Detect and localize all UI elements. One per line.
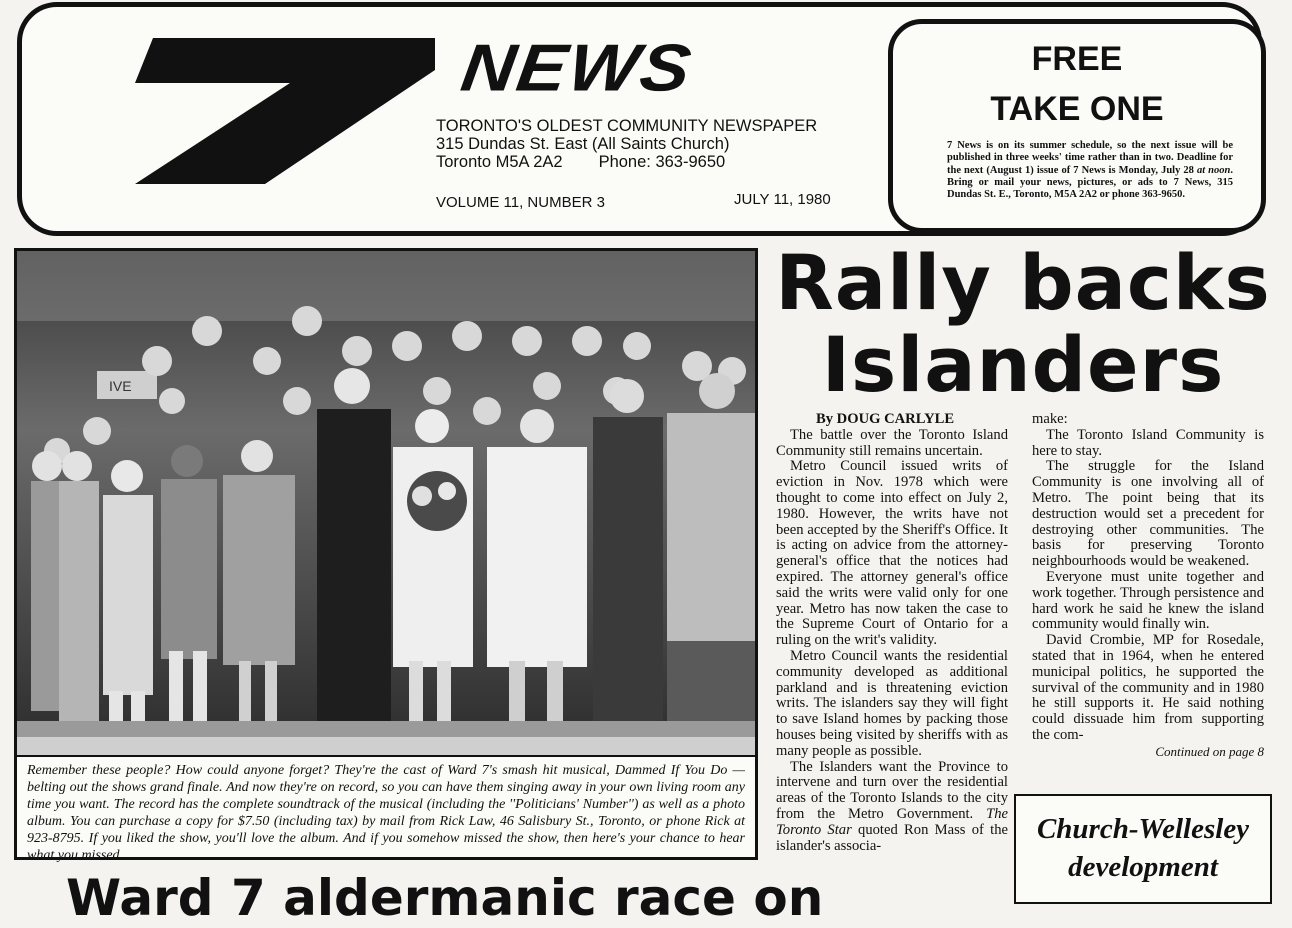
secondary-headline: Ward 7 aldermanic race on <box>66 869 824 927</box>
tagline: TORONTO'S OLDEST COMMUNITY NEWSPAPER <box>436 117 818 135</box>
volume-number: VOLUME 11, NUMBER 3 <box>436 194 605 211</box>
headline-line-2: Islanders <box>821 320 1225 409</box>
address-line-2: Toronto M5A 2A2 <box>436 153 563 171</box>
issue-date: JULY 11, 1980 <box>734 191 831 208</box>
stage-sign: IVE <box>109 378 132 394</box>
article-paragraph: Metro Council wants the residential community developed as additional parkland and is threatening eviction writs. The islanders say they will fight to save Island homes by packing those houses being visited by sheriffs with as many people as possible. <box>776 647 1008 759</box>
article-column-2 <box>1032 412 1264 760</box>
cast-photo <box>14 248 758 758</box>
sidebar-headline-1: Church-Wellesley <box>1036 813 1250 845</box>
schedule-notice: 7 News is on its summer schedule, so the next issue will be published in three weeks' time rather than in two. Deadline for the next (August 1) issue of 7 News is Monday, July 28 at noon. Bring or mail your news, pictures, or ads to 7 News, 315 Dundas St. E., Toronto, M5A 2A2 or phone 363-9650. <box>947 140 1233 201</box>
masthead <box>17 2 1262 236</box>
main-headline <box>768 238 1278 409</box>
address-line-1: 315 Dundas St. East (All Saints Church) <box>436 135 730 153</box>
take-one-label: TAKE ONE <box>990 90 1164 128</box>
news-logo: NEWS <box>456 30 698 105</box>
article-paragraph: make: <box>1032 411 1068 427</box>
publication-info <box>436 117 817 171</box>
phone-number: Phone: 363-9650 <box>598 153 726 171</box>
byline: By DOUG CARLYLE <box>816 411 955 427</box>
photo-caption: Remember these people? How could anyone forget? They're the cast of Ward 7's smash hit musical, Dammed If You Do — belting out the shows grand finale. And now they're on record, so you can have them singing away in your own living room any time you want. The record has the complete soundtrack of the musical (including the ''Politicians' Number'') as well as a photo album. You can purchase a copy for $7.50 (including tax) by mail from Rick Law, 46 Salisbury St., Toronto, or phone Rick at 923-8795. If you liked the show, you'll love the album. And if you somehow missed the show, then here's your chance to hear what you missed. <box>14 757 758 860</box>
seven-logo <box>135 38 435 188</box>
article-paragraph: The Toronto Island Community is here to stay. <box>1032 426 1264 459</box>
continued-link[interactable]: Continued on page 8 <box>1155 743 1264 759</box>
sidebar-story-box[interactable] <box>1014 794 1272 904</box>
article-paragraph: The struggle for the Island Community is one involving all of Metro. The point being that its destruction would set a precedent for destroying other communities. The basis for preserving Toronto neighbourhoods would be weakened. <box>1032 458 1264 570</box>
article-paragraph: Metro Council issued writs of eviction in Nov. 1978 which were thought to come into effect on July 2, 1980. However, the writs have not been accepted by the Sheriff's Office. It is acting on advice from the attorney-general's office that the notices had expired. The attorney general's office said the writs were valid only for one year. Metro has now taken the case to the Supreme Court of Ontario for a ruling on the writ's validity. <box>776 458 1008 649</box>
article-column-1 <box>776 412 1008 854</box>
article-paragraph: The Islanders want the Province to intervene and turn over the residential areas of the Toronto Islands to the city from the Metro Government. The Toronto Star quoted Ron Mass of the islander's associa- <box>776 758 1008 854</box>
headline-line-1: Rally backs <box>775 238 1271 327</box>
free-label: FREE <box>1031 40 1123 78</box>
free-take-one-box <box>888 19 1266 233</box>
article-paragraph: David Crombie, MP for Rosedale, stated that in 1964, when he entered municipal politics, he supported the survival of the community and in 1980 he still supports it. He said nothing could dissuade him from supporting the com- <box>1032 632 1264 743</box>
article-paragraph: The battle over the Toronto Island Community still remains uncertain. <box>776 426 1008 459</box>
article-paragraph: Everyone must unite together and work together. Through persistence and hard work he said he knew the island community would finally win. <box>1032 568 1264 633</box>
sidebar-headline-2: development <box>1068 851 1218 883</box>
cast-photo-image <box>17 251 758 758</box>
